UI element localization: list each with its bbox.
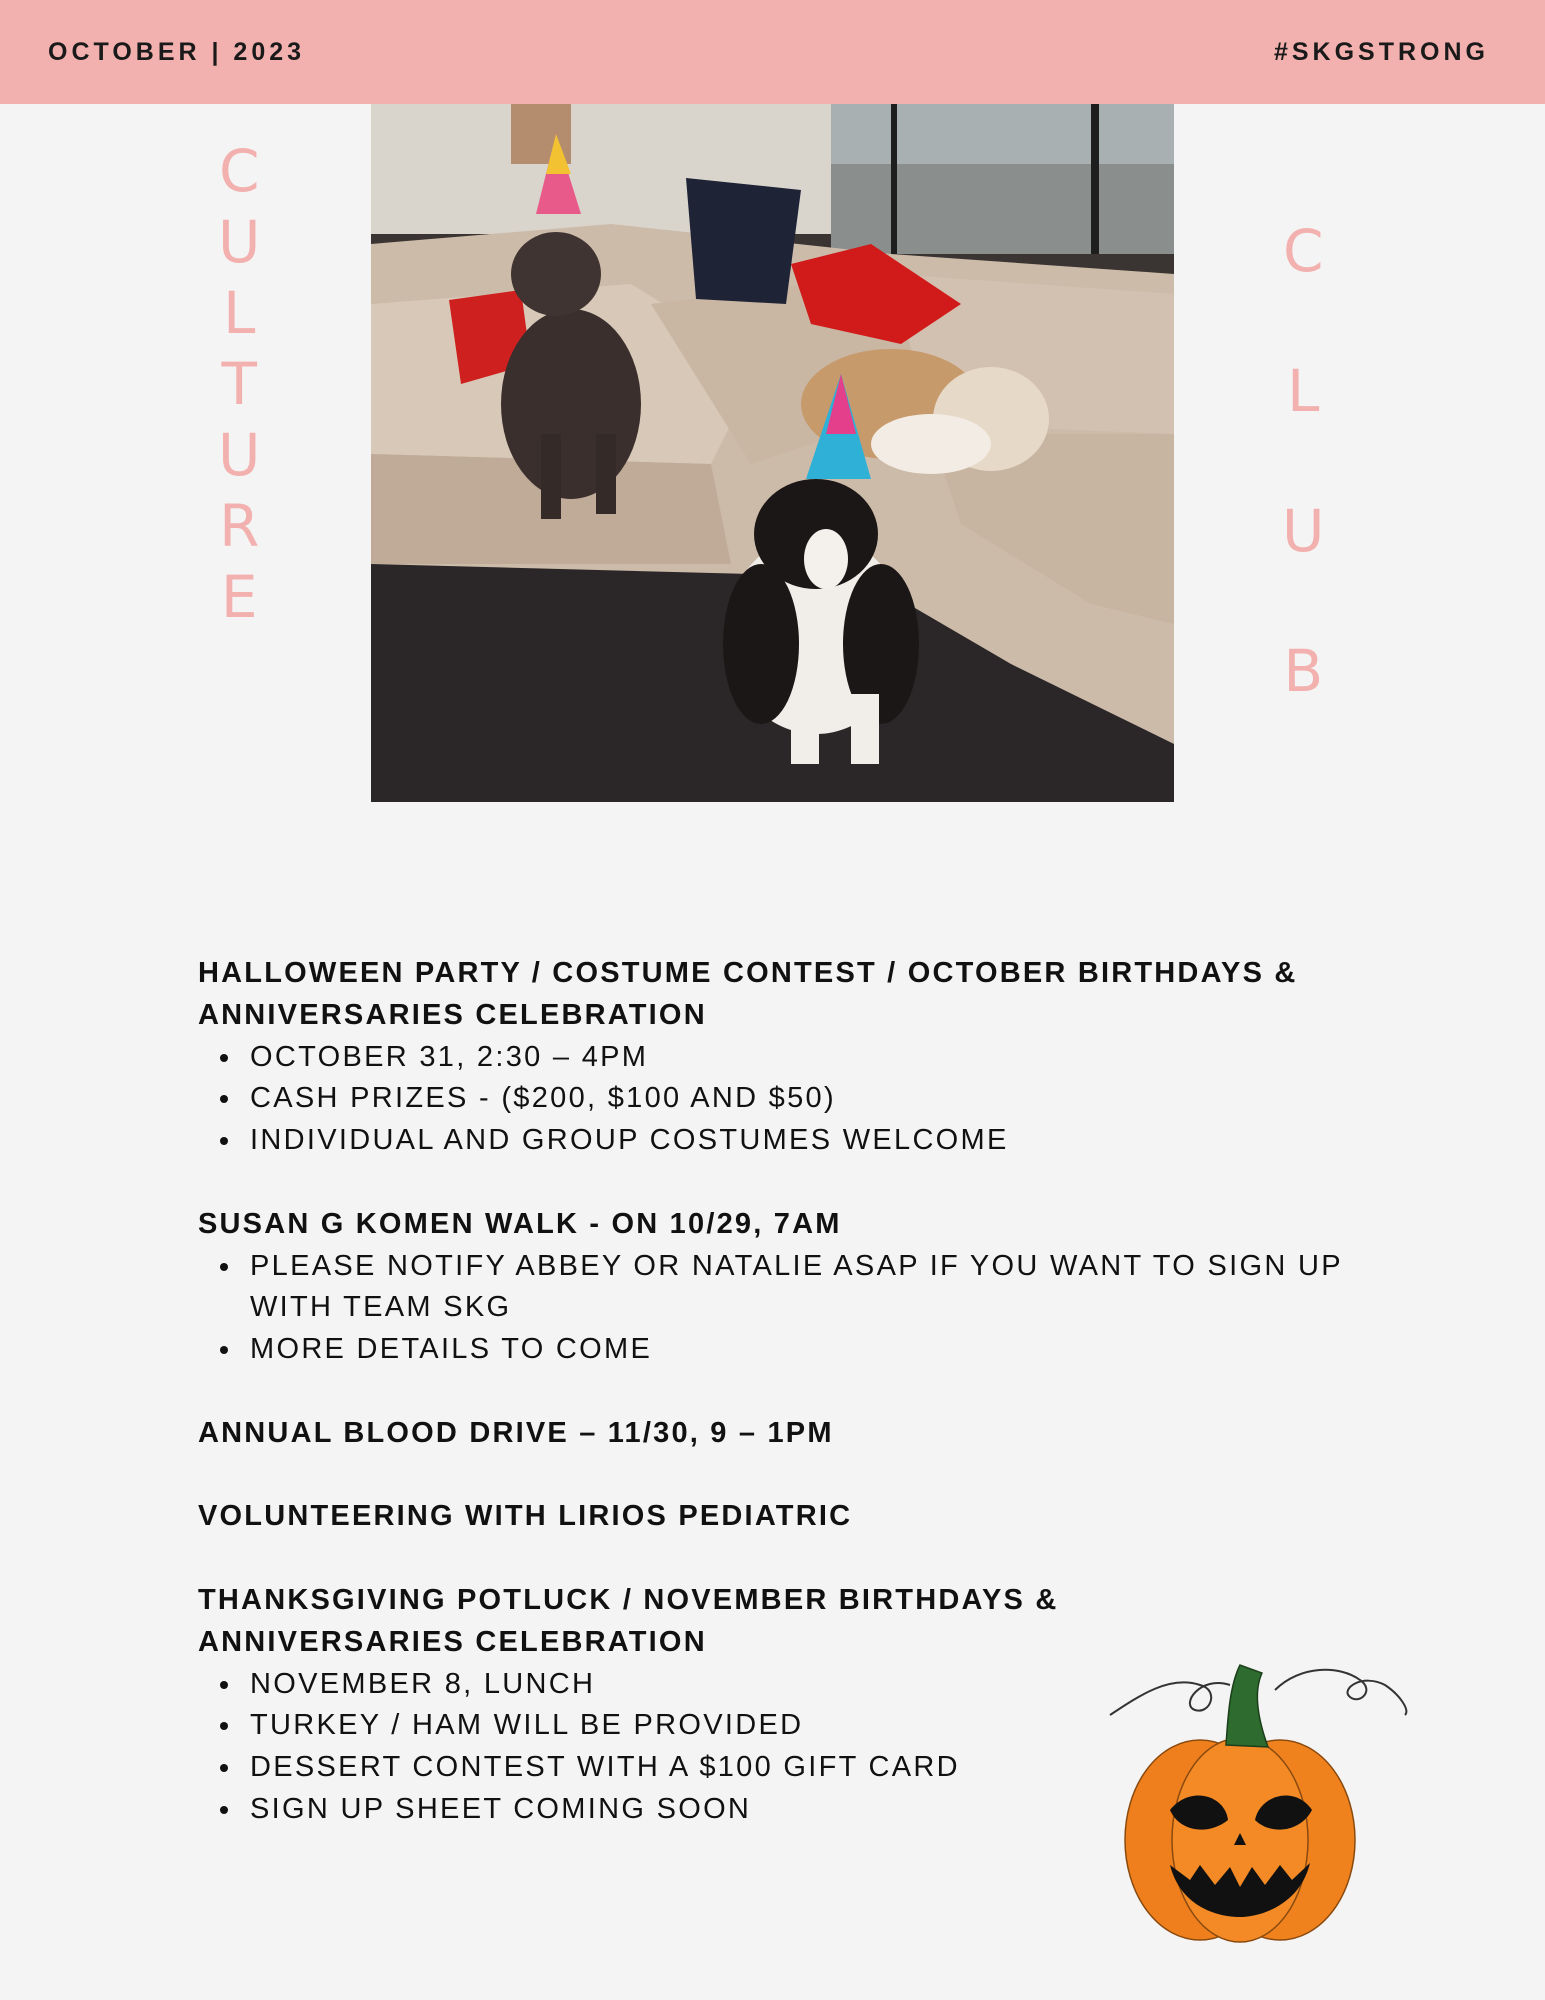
title-letter: U xyxy=(1282,497,1325,565)
event-heading-blood-drive: ANNUAL BLOOD DRIVE – 11/30, 9 – 1PM xyxy=(198,1416,834,1449)
event-heading-volunteering: VOLUNTEERING WITH LIRIOS PEDIATRIC xyxy=(198,1500,853,1533)
list-item: PLEASE NOTIFY ABBEY OR NATALIE ASAP IF YOU WANT TO SIGN UP WITH TEAM SKG xyxy=(250,1246,1418,1330)
list-item: MORE DETAILS TO COME xyxy=(250,1329,1418,1371)
title-letter: L xyxy=(223,279,256,347)
event-heading-komen-walk: SUSAN G KOMEN WALK - ON 10/29, 7AM xyxy=(198,1207,842,1240)
title-letter: T xyxy=(221,350,257,418)
title-club xyxy=(1282,217,1325,782)
title-letter: R xyxy=(219,492,260,560)
title-culture xyxy=(218,137,261,639)
event-heading-thanksgiving: THANKSGIVING POTLUCK / NOVEMBER BIRTHDAYS & ANNIVERSARIES CELEBRATION xyxy=(198,1583,1059,1658)
list-item: TURKEY / HAM WILL BE PROVIDED xyxy=(250,1705,1418,1747)
header-bar xyxy=(0,0,1545,104)
dogs-on-couch-photo xyxy=(371,104,1174,802)
header-date: OCTOBER | 2023 xyxy=(48,38,306,66)
jack-o-lantern-icon xyxy=(1100,1655,1420,1960)
title-letter: C xyxy=(218,137,260,205)
event-items-halloween xyxy=(198,1037,1418,1162)
list-item: INDIVIDUAL AND GROUP COSTUMES WELCOME xyxy=(250,1120,1418,1162)
list-item: SIGN UP SHEET COMING SOON xyxy=(250,1789,1418,1831)
list-item: CASH PRIZES - ($200, $100 AND $50) xyxy=(250,1078,1418,1120)
header-hashtag: #SKGSTRONG xyxy=(1273,38,1489,66)
title-letter: U xyxy=(218,421,261,489)
list-item: OCTOBER 31, 2:30 – 4PM xyxy=(250,1037,1418,1079)
title-letter: L xyxy=(1287,357,1320,425)
event-items-komen-walk xyxy=(198,1246,1418,1371)
event-heading-halloween: HALLOWEEN PARTY / COSTUME CONTEST / OCTOBER BIRTHDAYS & ANNIVERSARIES CELEBRATION xyxy=(198,957,1298,1031)
title-letter: U xyxy=(218,208,261,276)
title-letter: B xyxy=(1283,637,1324,705)
list-item: NOVEMBER 8, LUNCH xyxy=(250,1664,1418,1706)
title-letter: C xyxy=(1282,217,1324,285)
title-letter: E xyxy=(220,563,258,631)
list-item: DESSERT CONTEST WITH A $100 GIFT CARD xyxy=(250,1747,1418,1789)
